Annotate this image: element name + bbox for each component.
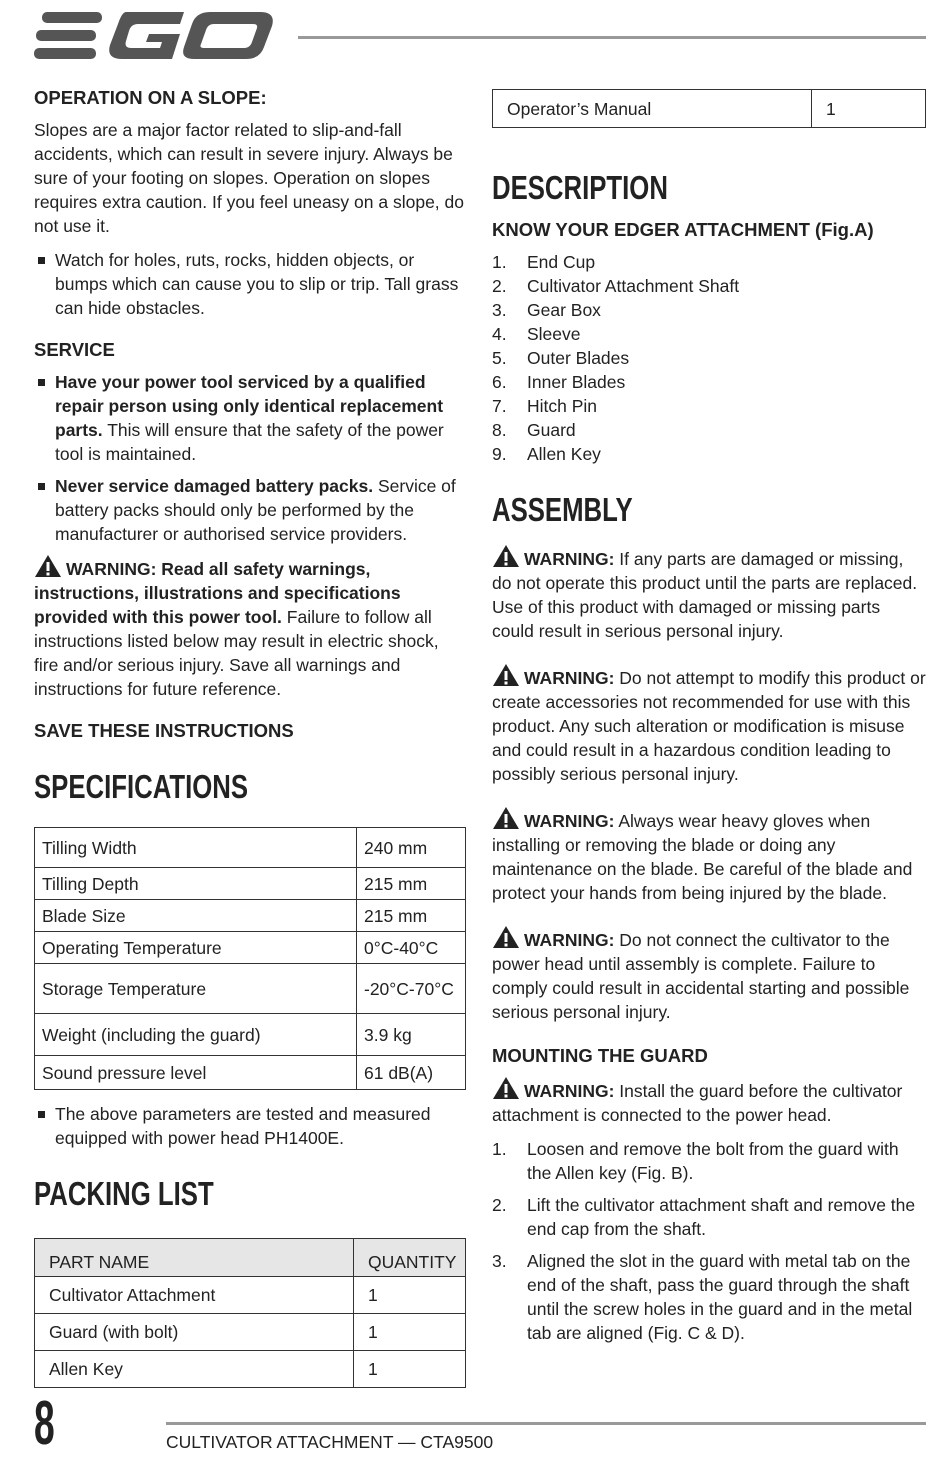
list-item (492, 370, 926, 394)
list-number: 2. (492, 276, 507, 296)
mounting-guard-heading: MOUNTING THE GUARD (492, 1045, 708, 1066)
spec-note: The above parameters are tested and measured equipped with power head PH1400E. (34, 1102, 466, 1150)
table-row (35, 1014, 466, 1056)
spec-name-cell: Sound pressure level (35, 1056, 357, 1090)
list-item (492, 298, 926, 322)
warning-triangle-icon (34, 554, 62, 578)
know-your-edger-heading: KNOW YOUR EDGER ATTACHMENT (Fig.A) (492, 219, 874, 240)
warning-label: WARNING: (524, 549, 615, 569)
assembly-title-wrap (492, 490, 926, 534)
table-row (35, 1277, 466, 1314)
warning-triangle-icon (492, 663, 520, 687)
ego-logo-mark (34, 10, 274, 62)
spec-name-cell: Tilling Depth (35, 868, 357, 900)
warning-label: WARNING: (524, 811, 615, 831)
assembly-title: ASSEMBLY (492, 491, 633, 528)
list-number: 3. (492, 300, 507, 320)
spec-notes (34, 1102, 466, 1150)
specifications-table (34, 827, 466, 1090)
service-bullet-1: Have your power tool serviced by a qualified repair person using only identical replacement parts. This will ensure that the safety of the power tool is maintained. (34, 370, 466, 466)
col-part-name: PART NAME (35, 1239, 354, 1277)
list-item (492, 322, 926, 346)
square-bullet-icon (38, 379, 45, 386)
spec-value-cell: 215 mm (357, 868, 466, 900)
spec-name-cell: Storage Temperature (35, 964, 357, 1014)
list-text: Inner Blades (527, 372, 626, 392)
quantity-cell: 1 (354, 1314, 466, 1351)
list-item (492, 1193, 926, 1241)
left-column (34, 86, 466, 1388)
list-item (492, 250, 926, 274)
warning-triangle-icon (492, 544, 520, 568)
general-warning: WARNING: Read all safety warnings, instructions, illustrations and specifications provided with this power tool. Failure to follow all instructions listed below may result in electric shock, fire and/or serious injury. Save all warnings and instructions for future reference. (34, 554, 466, 701)
table-row (493, 90, 926, 128)
list-item (492, 274, 926, 298)
quantity-cell: 1 (354, 1351, 466, 1388)
description-title: DESCRIPTION (492, 169, 668, 206)
warning-text: Do not attempt to modify this product or create accessories not recommended for use with this product. Any such alteration or modification is misuse and could result in a hazardous condition leading to possibly serious personal injury. (492, 668, 926, 784)
warning-text: Always wear heavy gloves when installing or removing the blade or doing any maintenance on the blade. Be careful of the blade and protect your hands from being injured by the blade. (492, 811, 913, 903)
list-number: 1. (492, 252, 507, 272)
step-text: Aligned the slot in the guard with metal tab on the end of the shaft, pass the guard through the shaft until the screw holes in the guard and in the metal tab are aligned (Fig. C & D). (527, 1251, 913, 1343)
list-text: Guard (527, 420, 576, 440)
list-number: 6. (492, 372, 507, 392)
table-row (35, 1056, 466, 1090)
quantity-cell: 1 (812, 90, 926, 128)
packing-list-continued (492, 89, 926, 128)
list-number: 8. (492, 420, 507, 440)
parts-list (492, 250, 926, 466)
step-text: Loosen and remove the bolt from the guard with the Allen key (Fig. B). (527, 1139, 899, 1183)
slope-bullet: Watch for holes, ruts, rocks, hidden objects, or bumps which can cause you to slip or trip. Tall grass can hide obstacles. (34, 248, 466, 320)
brand-text: EGO (34, 10, 37, 11)
list-text: End Cup (527, 252, 596, 272)
list-item (492, 346, 926, 370)
list-number: 7. (492, 396, 507, 416)
list-number: 9. (492, 444, 507, 464)
footer-rule (166, 1422, 926, 1425)
step-text: Lift the cultivator attachment shaft and remove the end cap from the shaft. (527, 1195, 916, 1239)
spec-value-cell: 215 mm (357, 900, 466, 932)
spec-name-cell: Tilling Width (35, 828, 357, 868)
part-name-cell: Allen Key (35, 1351, 354, 1388)
step-number: 1. (492, 1139, 507, 1159)
list-item (492, 418, 926, 442)
right-column (492, 89, 926, 1353)
list-text: Gear Box (527, 300, 601, 320)
warning-triangle-icon (492, 806, 520, 830)
save-instructions: SAVE THESE INSTRUCTIONS (34, 720, 294, 741)
warning-triangle-icon (492, 1076, 520, 1100)
slope-paragraph: Slopes are a major factor related to slip-and-fall accidents, which can result in severe injury. Always be sure of your footing on slopes. Operation on slopes requires extra caution. If you feel uneasy on a slope, do not use it. (34, 120, 464, 236)
list-item (492, 442, 926, 466)
warning-label: WARNING: (524, 668, 615, 688)
part-name-cell: Guard (with bolt) (35, 1314, 354, 1351)
specifications-title-wrap (34, 767, 466, 811)
slope-heading: OPERATION ON A SLOPE: (34, 87, 267, 108)
part-name-cell: Cultivator Attachment (35, 1277, 354, 1314)
specifications-title: SPECIFICATIONS (34, 768, 249, 805)
quantity-cell: 1 (354, 1277, 466, 1314)
description-title-wrap (492, 168, 926, 212)
table-row (35, 1314, 466, 1351)
table-row (35, 964, 466, 1014)
table-row (35, 828, 466, 868)
list-text: Allen Key (527, 444, 601, 464)
list-item (492, 1249, 926, 1345)
mounting-steps (492, 1137, 926, 1345)
packing-list-title: PACKING LIST (34, 1175, 214, 1212)
assembly-warnings (492, 544, 926, 1024)
mounting-warning: WARNING: Install the guard before the cultivator attachment is connected to the power head. (492, 1076, 926, 1127)
table-row (35, 868, 466, 900)
warning-text: If any parts are damaged or missing, do not operate this product until the parts are replaced. Use of this product with damaged or missing parts could result in serious personal injury. (492, 549, 918, 641)
assembly-warning (492, 663, 926, 786)
col-quantity: QUANTITY (354, 1239, 466, 1277)
list-text: Sleeve (527, 324, 581, 344)
list-item (492, 1137, 926, 1185)
list-text: Cultivator Attachment Shaft (527, 276, 740, 296)
spec-value-cell: 0°C-40°C (357, 932, 466, 964)
spec-value-cell: 61 dB(A) (357, 1056, 466, 1090)
service-bullets (34, 370, 466, 546)
header-rule (298, 36, 926, 39)
table-row (35, 1351, 466, 1388)
list-text: Outer Blades (527, 348, 630, 368)
part-name-cell: Operator’s Manual (493, 90, 812, 128)
square-bullet-icon (38, 483, 45, 490)
spec-value-cell: 240 mm (357, 828, 466, 868)
service-bullet-2: Never service damaged battery packs. Service of battery packs should only be performed by the manufacturer or authorised service providers. (34, 474, 466, 546)
slope-bullets (34, 248, 466, 320)
square-bullet-icon (38, 257, 45, 264)
warning-text: Do not connect the cultivator to the power head until assembly is complete. Failure to comply could result in accidental starting and possible serious personal injury. (492, 930, 910, 1022)
packing-title-wrap (34, 1174, 466, 1218)
square-bullet-icon (38, 1111, 45, 1118)
table-row (35, 932, 466, 964)
list-text: Hitch Pin (527, 396, 598, 416)
warning-label: WARNING: (524, 930, 615, 950)
spec-name-cell: Operating Temperature (35, 932, 357, 964)
service-heading: SERVICE (34, 339, 115, 360)
spec-name-cell: Blade Size (35, 900, 357, 932)
ego-logo (34, 10, 274, 62)
spec-value-cell: -20°C-70°C (357, 964, 466, 1014)
step-number: 2. (492, 1195, 507, 1215)
packing-list-table (34, 1238, 466, 1388)
table-row (35, 900, 466, 932)
assembly-warning (492, 925, 926, 1024)
list-number: 5. (492, 348, 507, 368)
footer-title: CULTIVATOR ATTACHMENT — CTA9500 (166, 1432, 494, 1452)
page-number: 8 (34, 1389, 55, 1458)
spec-value-cell: 3.9 kg (357, 1014, 466, 1056)
list-number: 4. (492, 324, 507, 344)
spec-name-cell: Weight (including the guard) (35, 1014, 357, 1056)
assembly-warning (492, 544, 926, 643)
list-item (492, 394, 926, 418)
warning-triangle-icon (492, 925, 520, 949)
assembly-warning (492, 806, 926, 905)
step-number: 3. (492, 1251, 507, 1271)
